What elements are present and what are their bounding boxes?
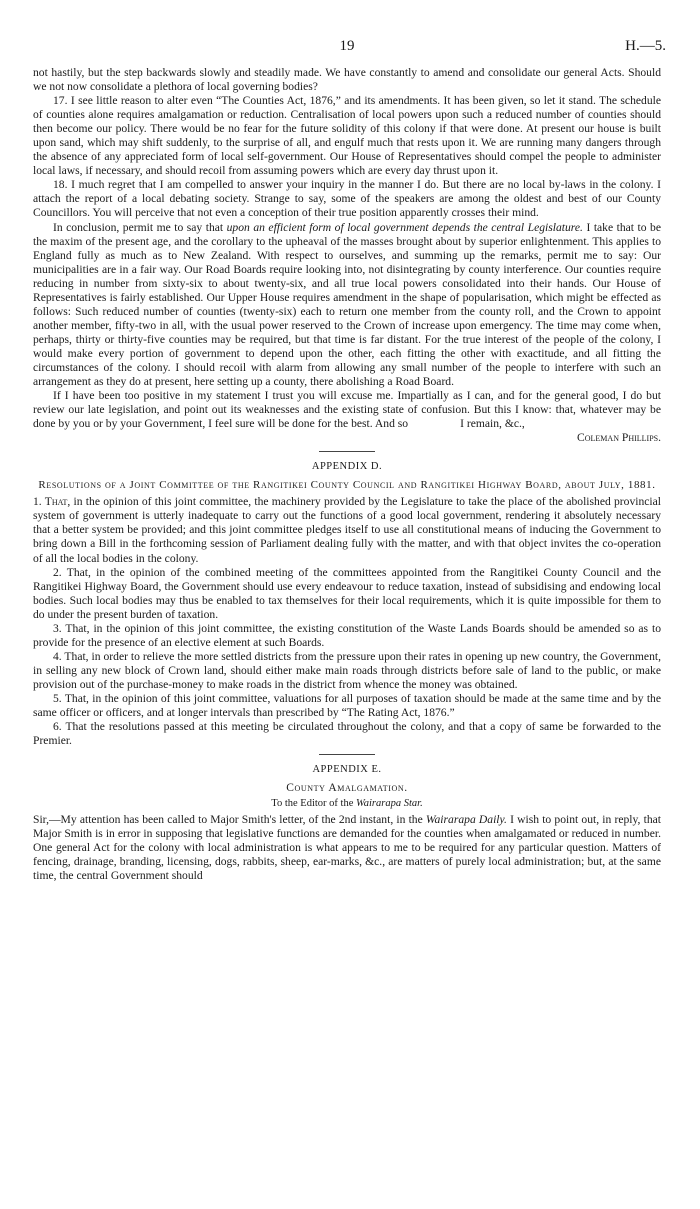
resolution-2: 2. That, in the opinion of the combined meeting of the committees appointed from the Rangitikei County Council and the Rangitikei Highway Board, the Government should use every endeavour to reduce taxation, instead of subsidising and endowing local bodies. Such local bodies may thus be enabled to tax themselves for their local requirements, which it is quite impossible for them to do under the present burden of taxation.: [33, 565, 661, 621]
conclusion-text: I take that to be the maxim of the present age, and the corollary to the upheaval of the masses brought about by superior enlightenment. This applies to England fully as much as to New Zealand. With respect to ourselves, and summing up the remarks, permit me to say: Our municipalities are in a fair way. Our Road Boards require looking into, not disintegrating by county interference. Our counties require reducing in number from sixty-six to about twenty-six, and all true local powers consolidated into their hands. Our House of Representatives is fairly established. Our Upper House requires amendment in the shape of popularisation, which might be effected as follows: Such reduced number of counties (twenty-six) each to return one member from the county roll, and the Crown to appoint another member, fifty-two in all, with the usual power reserved to the Crown of increase upon emergency. The time may come when, perhaps, thirty or thirty-five counties may be required, but that time is far distant. For the true interest of the people of the colony, I would make every portion of government to depend upon the other, each fitting the other with exactitude, and all fitting the circumstances of the colony. I should recoil with alarm from allowing any small number of the people to interfere with such an arrangement as they do at present, here setting up a county, there abolishing a Road Board.: [33, 220, 661, 389]
conclusion-text: In conclusion, permit me to say that: [53, 220, 227, 234]
letter-conclusion: [33, 221, 661, 390]
closing-remain: I remain, &c.,: [460, 417, 525, 431]
appendix-d-label: APPENDIX D.: [311, 461, 383, 473]
resolution-6: 6. That the resolutions passed at this meeting be circulated throughout the colony, and that a copy of same be forwarded to the Premier.: [33, 720, 661, 748]
page-header: [33, 38, 666, 58]
page-body: [33, 66, 661, 884]
sir-text: Sir,—My attention has been called to Major Smith's letter, of the 2nd instant, in the: [33, 813, 426, 827]
appendix-e-letter: [33, 813, 661, 883]
letter-paragraph: not hastily, but the step backwards slowly and steadily made. We have constantly to amend and consolidate our general Acts. Should we not now consolidate a plethora of local governing bodies?: [33, 66, 661, 94]
resolution-5: 5. That, in the opinion of this joint committee, valuations for all purposes of taxation should be made at the same time and by the same officer or officers, and at longer intervals than prescribed by “The Rating Act, 1876.”: [33, 691, 661, 720]
appendix-e-label: APPENDIX E.: [312, 764, 382, 776]
resolution-4: 4. That, in order to relieve the more settled districts from the pressure upon their rates in opening up new country, the Government, in selling any new block of Crown land, should either make main roads through districts before sale of land to the public, or make provision out of the purchase-money to make roads in the district from whence the money was obtained.: [33, 649, 661, 691]
section-divider: [319, 754, 375, 755]
to-editor-text: To the Editor of the: [271, 798, 356, 810]
section-divider: [319, 451, 375, 452]
to-editor-line: [33, 797, 661, 811]
letter-paragraph-18: 18. I much regret that I am compelled to answer your inquiry in the manner I do. But there are no local by-laws in the colony. I attach the report of a local debating society. Strange to say, some of the speakers are among the oldest and best of our County Councillors. You will perceive that not even a conception of their true position apparently crosses their mind.: [33, 178, 661, 220]
resolution-1-lead: 1. That,: [33, 495, 71, 509]
page-number: 19: [339, 38, 355, 54]
letter-signature: Coleman Phillips.: [577, 431, 661, 445]
resolution-3: 3. That, in the opinion of this joint committee, the existing constitution of the Waste Lands Boards should be amended so as to provide for the presence of an elective element at such Boards.: [33, 621, 661, 649]
letter-closing: [33, 389, 661, 431]
closing-text: If I have been too positive in my statement I trust you will excuse me. Impartially as I can, and for the general good, I do but review our late legislation, and point out its weaknesses and the existing state of confusion. But this I know: that, whatever may be done by you or by your Government, I feel sure will be done for the best. And so: [33, 389, 661, 431]
page-reference: H.—5.: [625, 38, 666, 54]
letter-paragraph-17: 17. I see little reason to alter even “The Counties Act, 1876,” and its amendments. It has been given, so let it stand. The schedule of counties alone requires amalgamation or reduction. Centralisation of local powers upon such a reduced number of counties should then become our policy. There would be no fear for the future solidity of this colony if that were done. At present our house is built upon sand, which may shift suddenly, to the surprise of all, and engulf much that rests upon it. We are running many dangers through the absence of any appreciated form of local self-government. Our House of Representatives should compel the people to administer local laws, if necessary, and should recoil from assuming powers which are every day thrust upon it.: [33, 94, 661, 178]
appendix-e-title: County Amalgamation.: [286, 782, 408, 795]
sir-text: I wish to point out, in reply, that Major Smith is in error in supposing that legislative functions are demanded for the counties when amalgamated or reduced in number. One general Act for the colony with local administration is what appears to me to be required for any particular question. Matters of fencing, drainage, branding, licensing, dogs, rabbits, sheep, ear-marks, &c., are matters of purely local administration; but, at the same time, the central Government should: [33, 813, 661, 883]
conclusion-emphasis: upon an efficient form of local government depends the central Legislature.: [226, 220, 583, 234]
resolution-1-text: in the opinion of this joint committee, the machinery provided by the Legislature to take the place of the abolished provincial system of government is utterly inadequate to carry out the functions of a good local government, rendering it absolutely necessary that a better system be provided; and this joint committee pledges itself to use all constitutional means of inducing the Government to bring down a Bill in the forthcoming session of Parliament dealing fully with the matter, and with that object invites the co-operation of all the local bodies in the colony.: [33, 495, 662, 565]
appendix-d-title: Resolutions of a Joint Committee of the Rangitikei County Council and Rangitikei Highway Board, about July, 1881.: [38, 479, 656, 492]
newspaper-name: Wairarapa Star.: [355, 798, 423, 810]
newspaper-name: Wairarapa Daily.: [425, 813, 507, 827]
resolution-1: [33, 495, 661, 565]
